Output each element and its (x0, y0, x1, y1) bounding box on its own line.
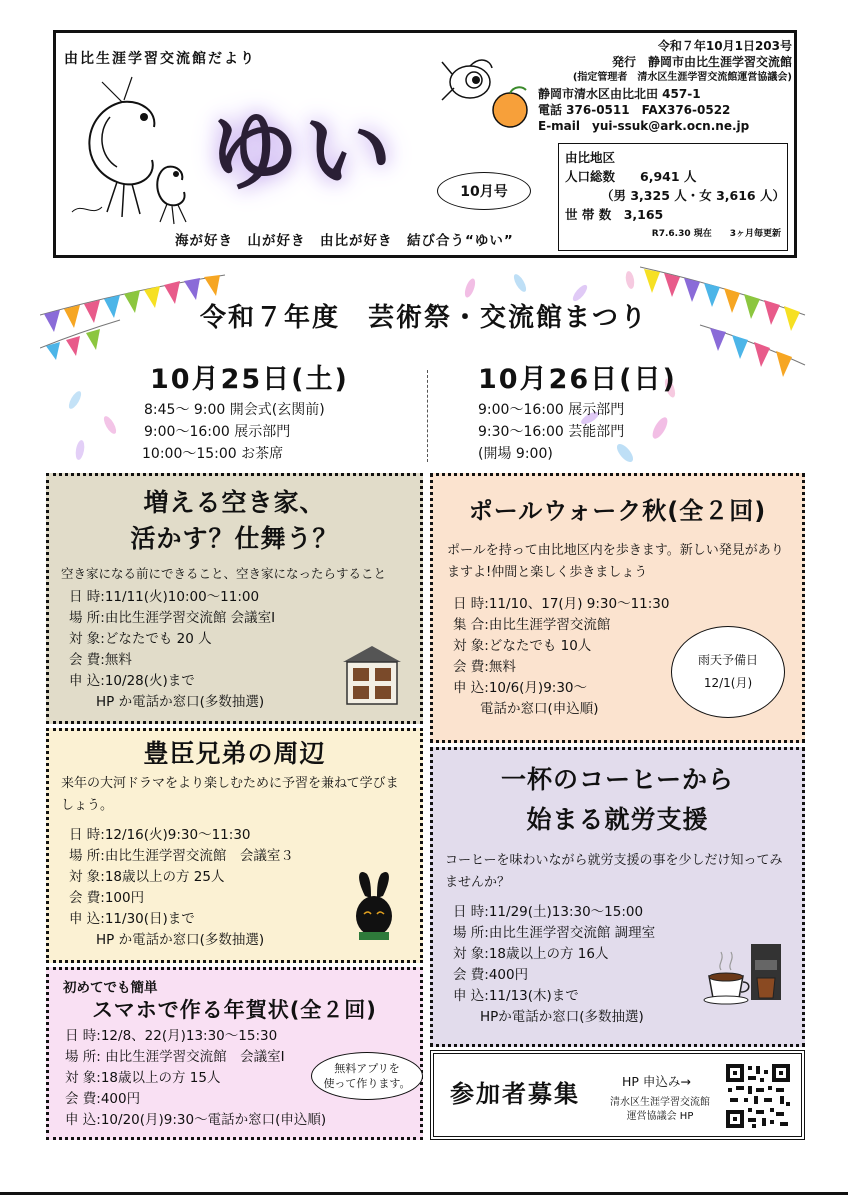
day2-date: 10月26日(日) (478, 364, 677, 395)
population-total: 人口総数 6,941 人 (565, 169, 697, 184)
free-app-line2: 使って作ります。 (323, 1077, 411, 1090)
rain-date-bubble (671, 626, 785, 718)
pole-walk-detail: 申 込:10/6(月)9:30～ (453, 680, 588, 696)
coffee-title (433, 760, 802, 840)
akiya-title-line1: 増える空き家、 (143, 488, 326, 517)
issue-badge: 10月号 (437, 172, 531, 210)
recruit-org-line2: 運営協議会 HP (626, 1111, 694, 1122)
day1-item: 9:00～16:00 展示部門 (144, 424, 291, 440)
day1-item: 10:00～15:00 お茶席 (142, 446, 284, 462)
day1-schedule (142, 399, 325, 465)
day1-item: 8:45～ 9:00 開会式(玄関前) (144, 402, 325, 418)
qr-code-icon[interactable] (724, 1062, 792, 1130)
toyotomi-detail: 会 費:100円 (69, 890, 145, 906)
nengajo-detail: 会 費:400円 (65, 1091, 141, 1107)
pole-walk-description: ポールを持って由比地区内を歩きます。新しい発見がありますよ!仲間と楽しく歩きましょう (447, 543, 784, 580)
akiya-description: 空き家になる前にできること、空き家になったらすること (61, 566, 387, 581)
coffee-detail: 申 込:11/13(木)まで (453, 988, 579, 1004)
house-icon (341, 644, 403, 706)
day2-item: 9:30～16:00 芸能部門 (478, 424, 625, 440)
toyotomi-detail: 対 象:18歳以上の方 25人 (69, 869, 225, 885)
akiya-title-line2: 活かす？仕舞う？ (130, 524, 339, 553)
mascot-icon (349, 866, 399, 946)
akiya-title (49, 485, 420, 557)
akiya-detail: 申 込:10/28(火)まで (69, 673, 195, 689)
free-app-line1: 無料アプリを (334, 1062, 400, 1075)
recruit-org-line1: 清水区生涯学習交流館 (610, 1097, 710, 1108)
nengajo-detail: 申 込:10/20(月)9:30～電話か窓口(申込順) (65, 1112, 327, 1128)
day2-schedule (478, 399, 624, 465)
coffee-title-line2: 始まる就労支援 (526, 805, 709, 834)
festival-title: 令和７年度 芸術祭・交流館まつり (199, 303, 648, 333)
coffee-title-line1: 一杯のコーヒーから (500, 765, 734, 794)
email[interactable]: E-mail yui-ssuk@ark.ocn.ne.jp (538, 119, 750, 133)
nengajo-event-box (46, 967, 423, 1140)
confetti-left-decoration (55, 380, 135, 470)
address: 静岡市清水区由比北田 457-1 (538, 87, 701, 101)
free-app-bubble (311, 1052, 423, 1100)
toyotomi-detail: 申 込:11/30(日)まで (69, 911, 195, 927)
phone: 電話 376-0511 FAX376-0522 (538, 103, 731, 117)
pole-walk-detail: 電話か窓口(申込順) (453, 701, 599, 717)
population-box (558, 143, 788, 251)
newsletter-title: ゆい (210, 100, 399, 203)
pole-walk-detail: 会 費:無料 (453, 659, 516, 675)
coffee-detail: 会 費:400円 (453, 967, 529, 983)
toyotomi-title: 豊臣兄弟の周辺 (143, 739, 326, 768)
pole-walk-title: ポールウォーク秋(全２回) (468, 497, 767, 525)
coffee-event-box (430, 747, 805, 1047)
rain-date-value: 12/1(月) (703, 676, 753, 690)
coffee-detail: HPか電話か窓口(多数抽選) (453, 1009, 644, 1025)
toyotomi-detail: HP か電話か窓口(多数抽選) (69, 932, 265, 948)
festival-divider (427, 370, 428, 462)
population-note: R7.6.30 現在 3ヶ月毎更新 (651, 229, 781, 239)
coffee-detail: 場 所:由比生涯学習交流館 調理室 (453, 925, 656, 941)
rain-date-label: 雨天予備日 (697, 653, 758, 667)
publication-info (530, 38, 792, 134)
nengajo-detail: 場 所: 由比生涯学習交流館 会議室Ⅰ (65, 1049, 285, 1065)
recruit-title: 参加者募集 (450, 1080, 580, 1108)
akiya-detail: 場 所:由比生涯学習交流館 会議室Ⅰ (69, 610, 276, 626)
day2-item: 9:00～16:00 展示部門 (478, 402, 625, 418)
issue-date: 令和７年10月1日203号 (657, 39, 792, 53)
newsletter-name: 由比生涯学習交流館だより (64, 51, 256, 67)
recruit-hp-link[interactable]: HP 申込み→ (622, 1074, 691, 1089)
households: 世 帯 数 3,165 (565, 207, 664, 222)
pole-walk-event-box (430, 473, 805, 743)
coffee-icon (703, 940, 793, 1010)
pole-walk-detail: 集 合:由比生涯学習交流館 (453, 617, 611, 633)
nengajo-subtitle: 初めてでも簡単 (63, 980, 158, 996)
akiya-detail: 会 費:無料 (69, 652, 132, 668)
nengajo-title: スマホで作る年賀状(全２回) (92, 998, 377, 1022)
nengajo-detail: 対 象:18歳以上の方 15人 (65, 1070, 221, 1086)
slogan: 海が好き 山が好き 由比が好き 結び合う“ゆい” (175, 233, 514, 249)
akiya-detail: 日 時:11/11(火)10:00～11:00 (69, 589, 260, 605)
akiya-event-box (46, 473, 423, 724)
coffee-detail: 対 象:18歳以上の方 16人 (453, 946, 609, 962)
fish-and-orange-illustration (440, 52, 535, 132)
publisher: 発行 静岡市由比生涯学習交流館 (611, 55, 792, 69)
bottom-rule (0, 1192, 848, 1195)
toyotomi-detail: 日 時:12/16(火)9:30～11:30 (69, 827, 251, 843)
akiya-detail: HP か電話か窓口(多数抽選) (69, 694, 265, 710)
manager: (指定管理者 清水区生涯学習交流館運営協議会) (572, 72, 792, 83)
akiya-detail: 対 象:どなたでも 20 人 (69, 631, 212, 647)
coffee-description: コーヒーを味わいながら就労支援の事を少しだけ知ってみませんか？ (445, 853, 783, 890)
pole-walk-detail: 対 象:どなたでも 10人 (453, 638, 592, 654)
shrimp-illustration (62, 72, 212, 232)
day1-date: 10月25日(土) (150, 364, 349, 395)
day2-item: (開場 9:00) (478, 446, 553, 462)
participant-recruitment-box (430, 1050, 805, 1140)
pole-walk-detail: 日 時:11/10、17(月) 9:30～11:30 (453, 596, 670, 612)
population-area: 由比地区 (565, 150, 616, 165)
population-breakdown: （男 3,325 人・女 3,616 人） (601, 188, 785, 203)
nengajo-detail: 日 時:12/8、22(月)13:30～15:30 (65, 1028, 278, 1044)
recruit-org (610, 1096, 710, 1124)
coffee-detail: 日 時:11/29(土)13:30～15:00 (453, 904, 644, 920)
toyotomi-description: 来年の大河ドラマをより楽しむために予習を兼ねて学びましょう。 (61, 776, 399, 813)
toyotomi-detail: 場 所:由比生涯学習交流館 会議室３ (69, 848, 294, 864)
toyotomi-event-box (46, 728, 423, 963)
